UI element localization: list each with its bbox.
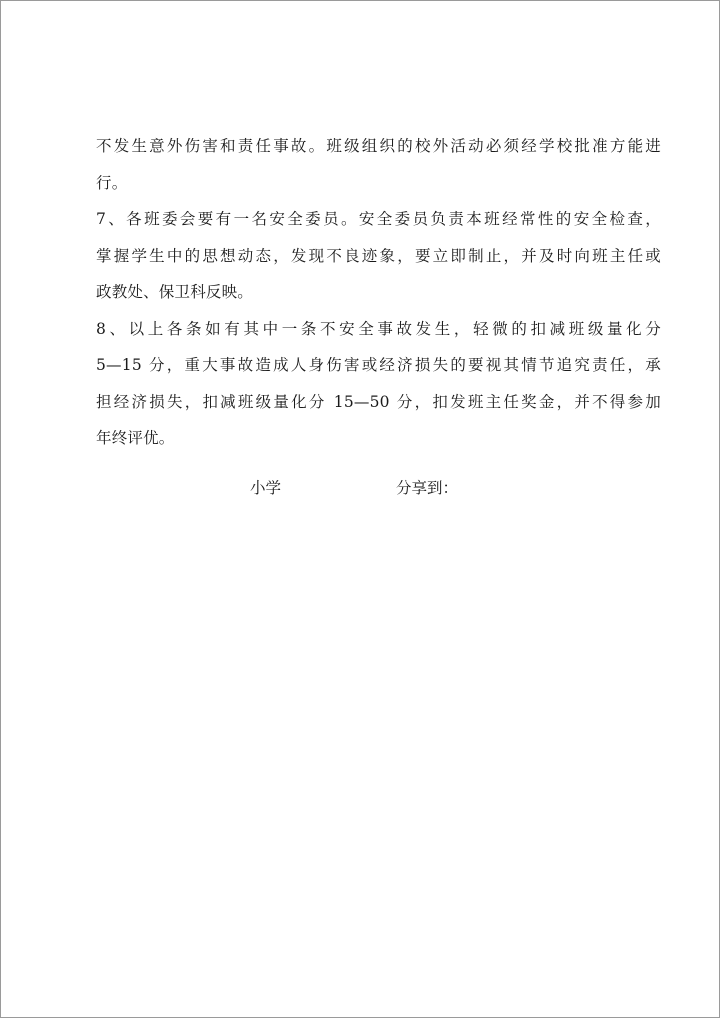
text-line-8: 担经济损失，扣减班级量化分 15—50 分，扣发班主任奖金，并不得参加: [96, 392, 661, 411]
text-line-7: 5—15 分，重大事故造成人身伤害或经济损失的要视其情节追究责任，承: [96, 356, 661, 374]
text-line-2: 行。: [96, 173, 128, 192]
share-label: 分享到：: [396, 479, 459, 497]
text-line-1: 不发生意外伤害和责任事故。班级组织的校外活动必须经学校批准方能进: [96, 137, 661, 155]
document-body: [96, 128, 661, 457]
school-name: 小学: [250, 479, 282, 497]
text-line-3: 7、各班委会要有一名安全委员。安全委员负责本班经常性的安全检查，: [96, 210, 661, 228]
text-line-4: 掌握学生中的思想动态，发现不良迹象，要立即制止，并及时向班主任或: [96, 246, 661, 265]
text-line-9: 年终评优。: [96, 429, 175, 447]
text-line-6: 8、以上各条如有其中一条不安全事故发生，轻微的扣减班级量化分: [96, 319, 661, 338]
text-line-5: 政教处、保卫科反映。: [96, 283, 254, 301]
signature-line: [0, 470, 720, 506]
